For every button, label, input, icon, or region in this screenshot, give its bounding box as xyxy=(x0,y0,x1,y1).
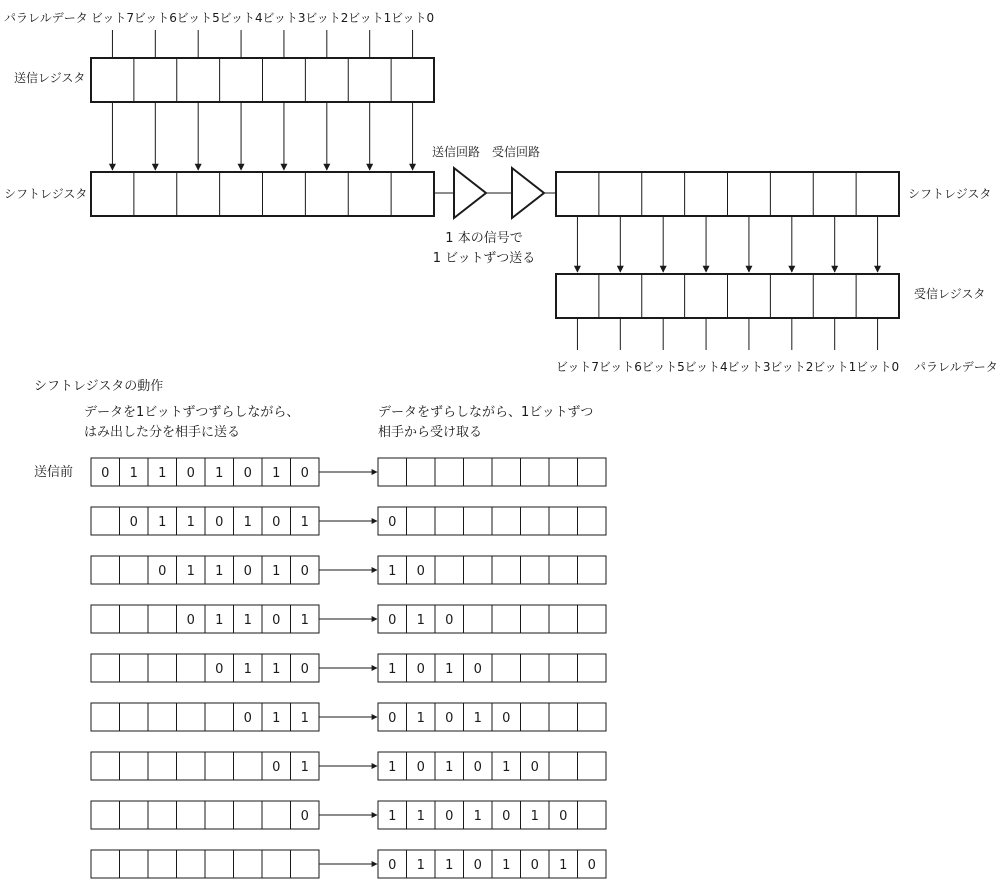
receiver-bit: 1 xyxy=(559,858,568,873)
sender-bit: 1 xyxy=(272,466,281,481)
sender-bit: 0 xyxy=(101,466,110,481)
before-send-label: 送信前 xyxy=(34,465,74,480)
receiver-bit: 0 xyxy=(445,711,454,726)
receiver-bit: 1 xyxy=(388,760,397,775)
bit-label-bottom: ビット6 xyxy=(598,360,642,374)
sender-bit: 1 xyxy=(243,515,252,530)
receiver-bit: 0 xyxy=(502,711,511,726)
receiver-bit: 0 xyxy=(473,760,482,775)
shift-step-row xyxy=(91,752,606,780)
receiver-bit: 1 xyxy=(530,809,539,824)
sender-bit: 0 xyxy=(300,662,309,677)
bit-label-top: ビット7 xyxy=(90,11,135,25)
shift-step-row xyxy=(91,703,606,731)
sender-bit: 1 xyxy=(272,662,281,677)
send-buffer-icon xyxy=(454,168,486,218)
receiver-bit: 0 xyxy=(445,809,454,824)
receiver-bit: 1 xyxy=(416,858,425,873)
sender-bit: 1 xyxy=(158,466,167,481)
sender-bit: 0 xyxy=(272,613,281,628)
receiver-bit: 0 xyxy=(530,858,539,873)
sender-bit: 0 xyxy=(272,515,281,530)
receiver-bit: 1 xyxy=(388,809,397,824)
sender-bit: 0 xyxy=(186,613,195,628)
receiver-bit: 1 xyxy=(445,858,454,873)
sender-bit: 0 xyxy=(215,662,224,677)
bit-label-top: ビット4 xyxy=(219,11,263,25)
signal-note-line1: 1 本の信号で xyxy=(445,231,523,246)
shift-register-left xyxy=(91,172,434,216)
sender-bit: 0 xyxy=(300,809,309,824)
receiver-bit: 1 xyxy=(502,760,511,775)
shift-register-right-label: シフトレジスタ xyxy=(908,187,992,201)
sender-bit: 1 xyxy=(300,760,309,775)
sender-bit: 0 xyxy=(243,564,252,579)
receiver-bit: 0 xyxy=(587,858,596,873)
sender-bit: 1 xyxy=(243,613,252,628)
receiver-bit: 1 xyxy=(473,809,482,824)
shift-step-row xyxy=(91,801,606,829)
receive-circuit-label: 受信回路 xyxy=(491,145,541,159)
sender-bit: 1 xyxy=(300,711,309,726)
sender-bit: 1 xyxy=(300,515,309,530)
bit-label-bottom: ビット4 xyxy=(684,360,728,374)
receiver-bit: 1 xyxy=(388,662,397,677)
left-caption-line2: はみ出した分を相手に送る xyxy=(84,425,241,440)
bit-label-bottom: ビット5 xyxy=(641,360,685,374)
bit-label-bottom: ビット2 xyxy=(770,360,814,374)
shift-steps xyxy=(91,458,606,878)
parallel-data-label-right: パラレルデータ xyxy=(914,360,998,374)
receive-register xyxy=(556,274,899,318)
shift-step-row xyxy=(91,850,606,878)
receive-buffer-icon xyxy=(512,168,544,218)
sender-bit: 1 xyxy=(272,564,281,579)
receiver-bit: 0 xyxy=(473,858,482,873)
sender-bit: 0 xyxy=(158,564,167,579)
bit-label-top: ビット6 xyxy=(133,11,177,25)
receive-register-label: 受信レジスタ xyxy=(914,287,986,301)
right-caption-line1: データをずらしながら、1ビットずつ xyxy=(378,405,594,420)
sender-bit: 0 xyxy=(243,711,252,726)
bit-label-top: ビット5 xyxy=(176,11,220,25)
sender-bit: 1 xyxy=(300,613,309,628)
send-register-label: 送信レジスタ xyxy=(14,71,86,85)
receiver-bit: 0 xyxy=(473,662,482,677)
sender-bit: 1 xyxy=(215,564,224,579)
sender-bit: 0 xyxy=(129,515,138,530)
send-circuit-label: 送信回路 xyxy=(431,145,481,159)
receiver-bit: 1 xyxy=(502,858,511,873)
right-caption-line2: 相手から受け取る xyxy=(378,425,483,440)
send-register xyxy=(91,58,434,102)
receiver-bit: 0 xyxy=(416,760,425,775)
load-arrows-right xyxy=(577,217,877,272)
receiver-bit: 0 xyxy=(388,711,397,726)
bit-label-top: ビット0 xyxy=(390,11,435,25)
receiver-bit: 0 xyxy=(445,613,454,628)
receiver-bit: 0 xyxy=(502,809,511,824)
receiver-bit: 1 xyxy=(416,809,425,824)
shift-step-row xyxy=(91,507,606,535)
shift-step-row xyxy=(91,654,606,682)
bit-label-top: ビット1 xyxy=(348,11,392,25)
receiver-bit: 1 xyxy=(416,613,425,628)
receiver-bit: 0 xyxy=(416,662,425,677)
receiver-bit: 1 xyxy=(388,564,397,579)
bit-output-lines xyxy=(577,319,877,350)
shift-step-row xyxy=(91,605,606,633)
sender-bit: 0 xyxy=(300,564,309,579)
sender-bit: 1 xyxy=(186,515,195,530)
sender-bit: 0 xyxy=(215,515,224,530)
bit-label-bottom: ビット3 xyxy=(727,360,771,374)
bit-labels-top xyxy=(91,11,434,25)
bit-label-top: ビット2 xyxy=(305,11,349,25)
sender-bit: 1 xyxy=(129,466,138,481)
left-caption-line1: データを1ビットずつずらしながら、 xyxy=(84,405,300,420)
receiver-bit: 1 xyxy=(445,760,454,775)
receiver-bit: 1 xyxy=(445,662,454,677)
shift-step-row xyxy=(91,458,606,486)
receiver-bit: 0 xyxy=(559,809,568,824)
section-title: シフトレジスタの動作 xyxy=(34,379,164,394)
sender-bit: 1 xyxy=(243,662,252,677)
sender-bit: 1 xyxy=(215,613,224,628)
shift-register-left-label: シフトレジスタ xyxy=(4,187,88,201)
bit-labels-bottom xyxy=(556,360,899,374)
sender-bit: 0 xyxy=(272,760,281,775)
signal-note-line2: 1 ビットずつ送る xyxy=(432,251,536,266)
sender-bit: 1 xyxy=(272,711,281,726)
shift-step-row xyxy=(91,556,606,584)
sender-bit: 0 xyxy=(243,466,252,481)
bit-label-bottom: ビット0 xyxy=(855,360,900,374)
load-arrows-left xyxy=(112,103,412,170)
sender-bit: 1 xyxy=(215,466,224,481)
parallel-data-label-left: パラレルデータ xyxy=(4,11,88,25)
bit-input-lines xyxy=(112,30,412,58)
shift-register-right xyxy=(556,172,899,216)
receiver-bit: 0 xyxy=(388,858,397,873)
bit-label-top: ビット3 xyxy=(262,11,306,25)
bit-label-bottom: ビット1 xyxy=(813,360,857,374)
receiver-bit: 0 xyxy=(416,564,425,579)
receiver-bit: 0 xyxy=(530,760,539,775)
receiver-bit: 0 xyxy=(388,515,397,530)
sender-bit: 1 xyxy=(186,564,195,579)
receiver-bit: 1 xyxy=(416,711,425,726)
sender-bit: 1 xyxy=(158,515,167,530)
sender-bit: 0 xyxy=(186,466,195,481)
receiver-bit: 1 xyxy=(473,711,482,726)
receiver-bit: 0 xyxy=(388,613,397,628)
sender-bit: 0 xyxy=(300,466,309,481)
bit-label-bottom: ビット7 xyxy=(555,360,600,374)
